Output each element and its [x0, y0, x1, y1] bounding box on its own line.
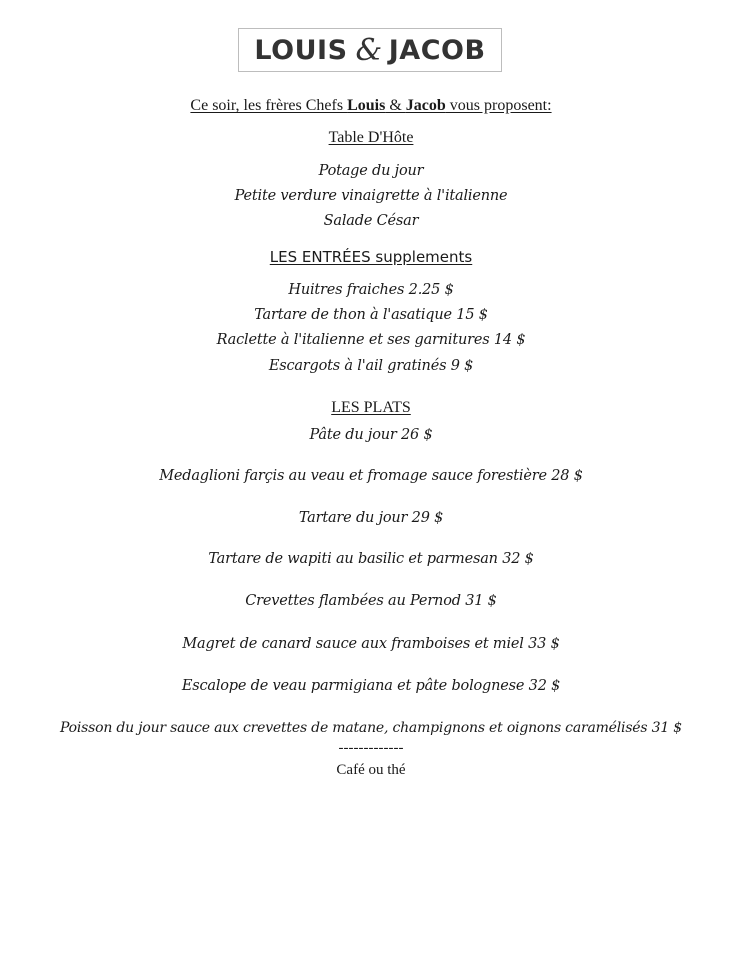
intro-text-1: Ce soir, les frères Chefs — [190, 97, 348, 114]
plats-title: LES PLATS — [331, 399, 411, 416]
section-title-table-hote — [0, 129, 742, 147]
chef-name-jacob: Jacob — [405, 97, 446, 114]
coffee-or-tea: Café ou thé — [336, 762, 406, 778]
menu-item: Potage du jour — [318, 163, 424, 179]
menu-item: Poisson du jour sauce aux crevettes de matane, champignons et oignons caramélisés 31 $ — [59, 720, 682, 736]
entrees-title: LES ENTRÉES supplements — [269, 248, 473, 266]
menu-item: Huitres fraiches 2.25 $ — [288, 282, 454, 298]
chef-name-louis: Louis — [347, 97, 386, 114]
menu-item: Raclette à l'italienne et ses garnitures 14 $ — [216, 332, 526, 348]
menu-item: Medaglioni farçis au veau et fromage sauce forestière 28 $ — [159, 468, 583, 484]
menu-item: Salade César — [323, 213, 419, 229]
divider: ------------- — [338, 740, 404, 756]
menu-item: Magret de canard sauce aux framboises et miel 33 $ — [182, 636, 560, 652]
menu-item: Petite verdure vinaigrette à l'italienne — [234, 188, 508, 204]
section-title-plats — [0, 399, 742, 417]
restaurant-logo — [238, 28, 502, 72]
intro-text-3: vous proposent: — [445, 97, 552, 114]
menu-item: Crevettes flambées au Pernod 31 $ — [245, 593, 497, 609]
intro-text-2: & — [385, 97, 406, 114]
menu-item: Tartare de wapiti au basilic et parmesan 32 $ — [208, 551, 534, 567]
logo-louis: LOUIS — [254, 34, 348, 66]
section-title-entrees — [0, 248, 742, 266]
intro-line — [0, 97, 742, 115]
logo-jacob: JACOB — [388, 34, 486, 66]
menu-item: Escalope de veau parmigiana et pâte bolognese 32 $ — [181, 678, 561, 694]
menu-item: Tartare de thon à l'asatique 15 $ — [254, 307, 488, 323]
logo-ampersand: & — [355, 32, 383, 68]
table-hote-title: Table D'Hôte — [328, 129, 414, 146]
menu-item: Pâte du jour 26 $ — [309, 427, 433, 443]
menu-item: Tartare du jour 29 $ — [298, 510, 444, 526]
menu-item: Escargots à l'ail gratinés 9 $ — [268, 358, 474, 374]
